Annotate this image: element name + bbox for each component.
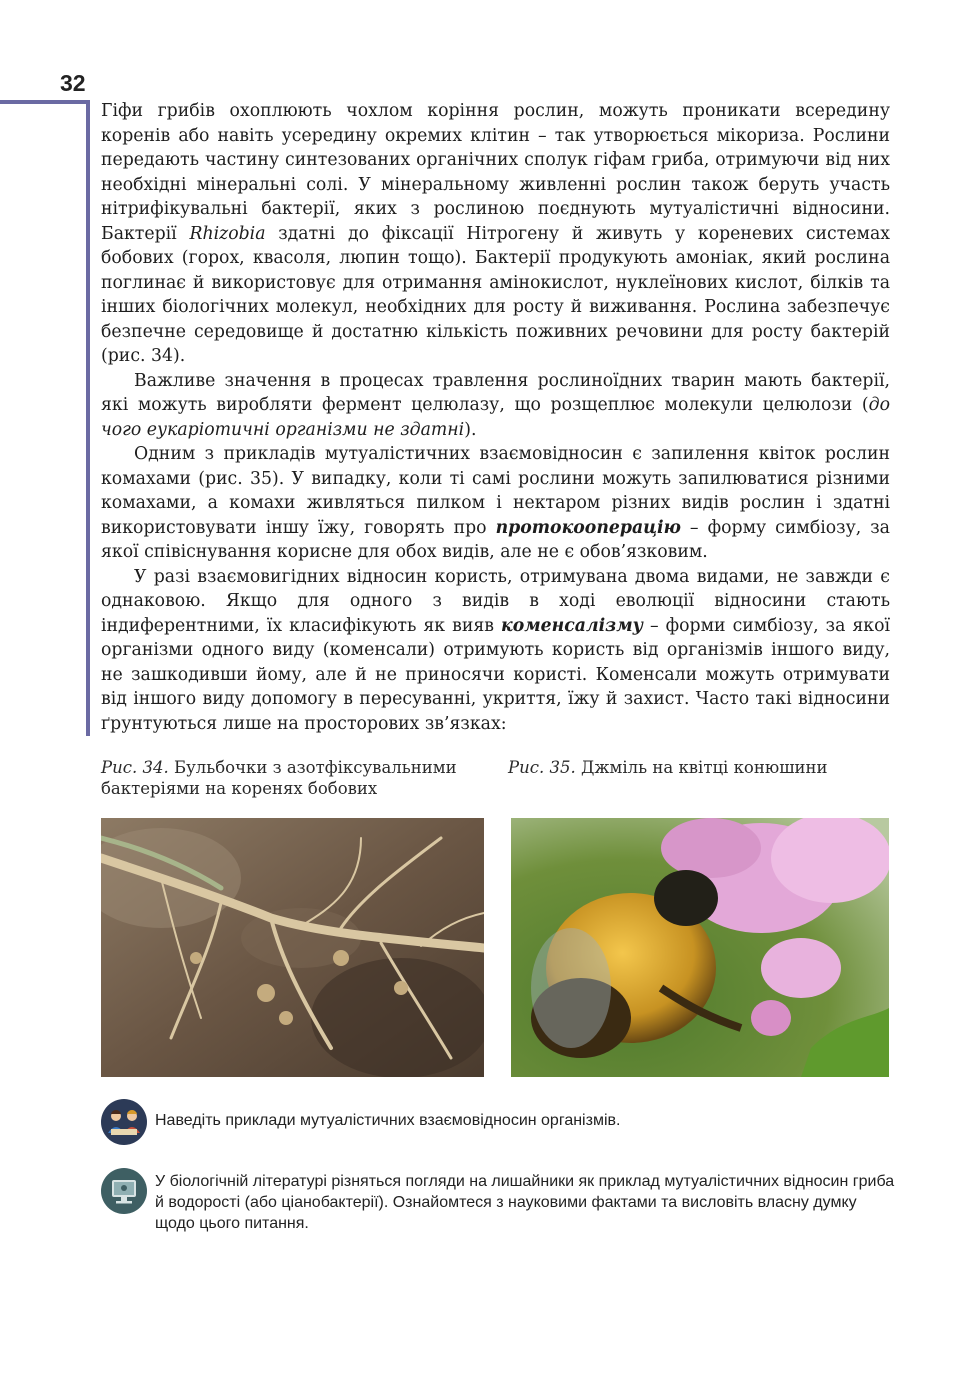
- text-run: – форму симбіозу, за якої співіснування корисне для обох видів, але не є обов’язковим.: [101, 517, 890, 562]
- accent-bar-vertical: [86, 100, 90, 736]
- text-run: Важливе значення в процесах травлення рослиноїдних тварин мають бактерії, які можуть виробляти фермент целюлазу, що розщеплює молекули целюлози (: [101, 370, 890, 415]
- main-text: [101, 99, 890, 736]
- task-discussion: [101, 1099, 896, 1145]
- paragraph: [101, 369, 890, 443]
- figure-caption-34: [101, 757, 493, 799]
- figure-caption-text: Джміль на квітці конюшини: [575, 758, 828, 777]
- paragraph: [101, 565, 890, 737]
- root-nodules-photo: [101, 818, 484, 1077]
- term-highlight: коменсалізму: [501, 615, 643, 636]
- task-text: У біологічній літературі різняться погляди на лишайники як приклад мутуалістичних відносин гриба й водорості (або ціанобактерії). Ознайомтеся з науковими фактами та висловіть власну думку щодо цього питання.: [155, 1173, 895, 1232]
- italic-text: Rhizobia: [189, 223, 266, 244]
- task-text: Наведіть приклади мутуалістичних взаємовідносин організмів.: [155, 1112, 621, 1129]
- text-run: здатні до фіксації Нітрогену й живуть у кореневих системах бобових (горох, квасоля, люпин тощо). Бактерії продукують амоніак, який рослина поглинає й використовує для отримання амінокислот, нуклеїнових кислот, білків та інших біологічних молекул, необхідних для росту й виживання. Рослина забезпечує безпечне середовище й достатню кількість поживних речовини для росту бактерій (рис. 34).: [101, 223, 891, 366]
- text-run: Одним з прикладів мутуалістичних взаємовідносин є запилення квіток рослин комахами (рис. 35). У випадку, коли ті самі рослини можуть запилюватися різними комахами, а комахи живляться пилком і нектаром різних видів рослин і здатні використовувати іншу їжу, говорять про: [101, 444, 890, 538]
- term-highlight: протокооперацію: [495, 517, 681, 538]
- discussion-group-icon: [101, 1099, 147, 1145]
- text-run: У разі взаємовигідних відносин користь, отримувана двома видами, не завжди є однаковою. Якщо для одного з видів в ході еволюції відносини стають індиферентними, їх класифікують як вияв: [101, 566, 890, 636]
- text-run: ).: [464, 419, 477, 440]
- bumblebee-on-clover-photo: [511, 818, 889, 1077]
- accent-bar-horizontal: [0, 100, 90, 104]
- text-run: Гіфи грибів охоплюють чохлом коріння рослин, можуть проникати всередину коренів або навіть усередину окремих клітин – так утворюється мікориза. Рослини передають частину синтезованих органічних сполук гіфам гриба, отримуючи від них необхідні мінеральні солі. У мінеральному живленні рослин також беруть участь нітрифікувальні бактерії, яких з рослиною поєднують мутуалістичні відносини. Бактерії: [101, 101, 890, 244]
- figure-caption-35: [508, 757, 898, 778]
- figure-label: Рис. 34.: [101, 758, 169, 777]
- page-number: 32: [60, 70, 86, 96]
- figure-label: Рис. 35.: [508, 758, 576, 777]
- figure-caption-text: Бульбочки з азотфіксувальними бактеріями на коренях бобових: [101, 758, 457, 798]
- task-research: [101, 1168, 896, 1234]
- computer-research-icon: [101, 1168, 147, 1214]
- paragraph: [101, 99, 890, 369]
- text-run: – форми симбіозу, за якої організми одного виду (коменсали) отримують користь від організмів іншого виду, не зашкодивши йому, але й не приносячи користі. Коменсали можуть отримувати від іншого виду допомогу в пересуванні, укриття, їжу й захист. Часто такі відносини ґрунтуються лише на просторових зв’язках:: [101, 615, 891, 734]
- italic-text: до чого еукаріотичні організми не здатні: [101, 395, 890, 440]
- paragraph: [101, 442, 890, 565]
